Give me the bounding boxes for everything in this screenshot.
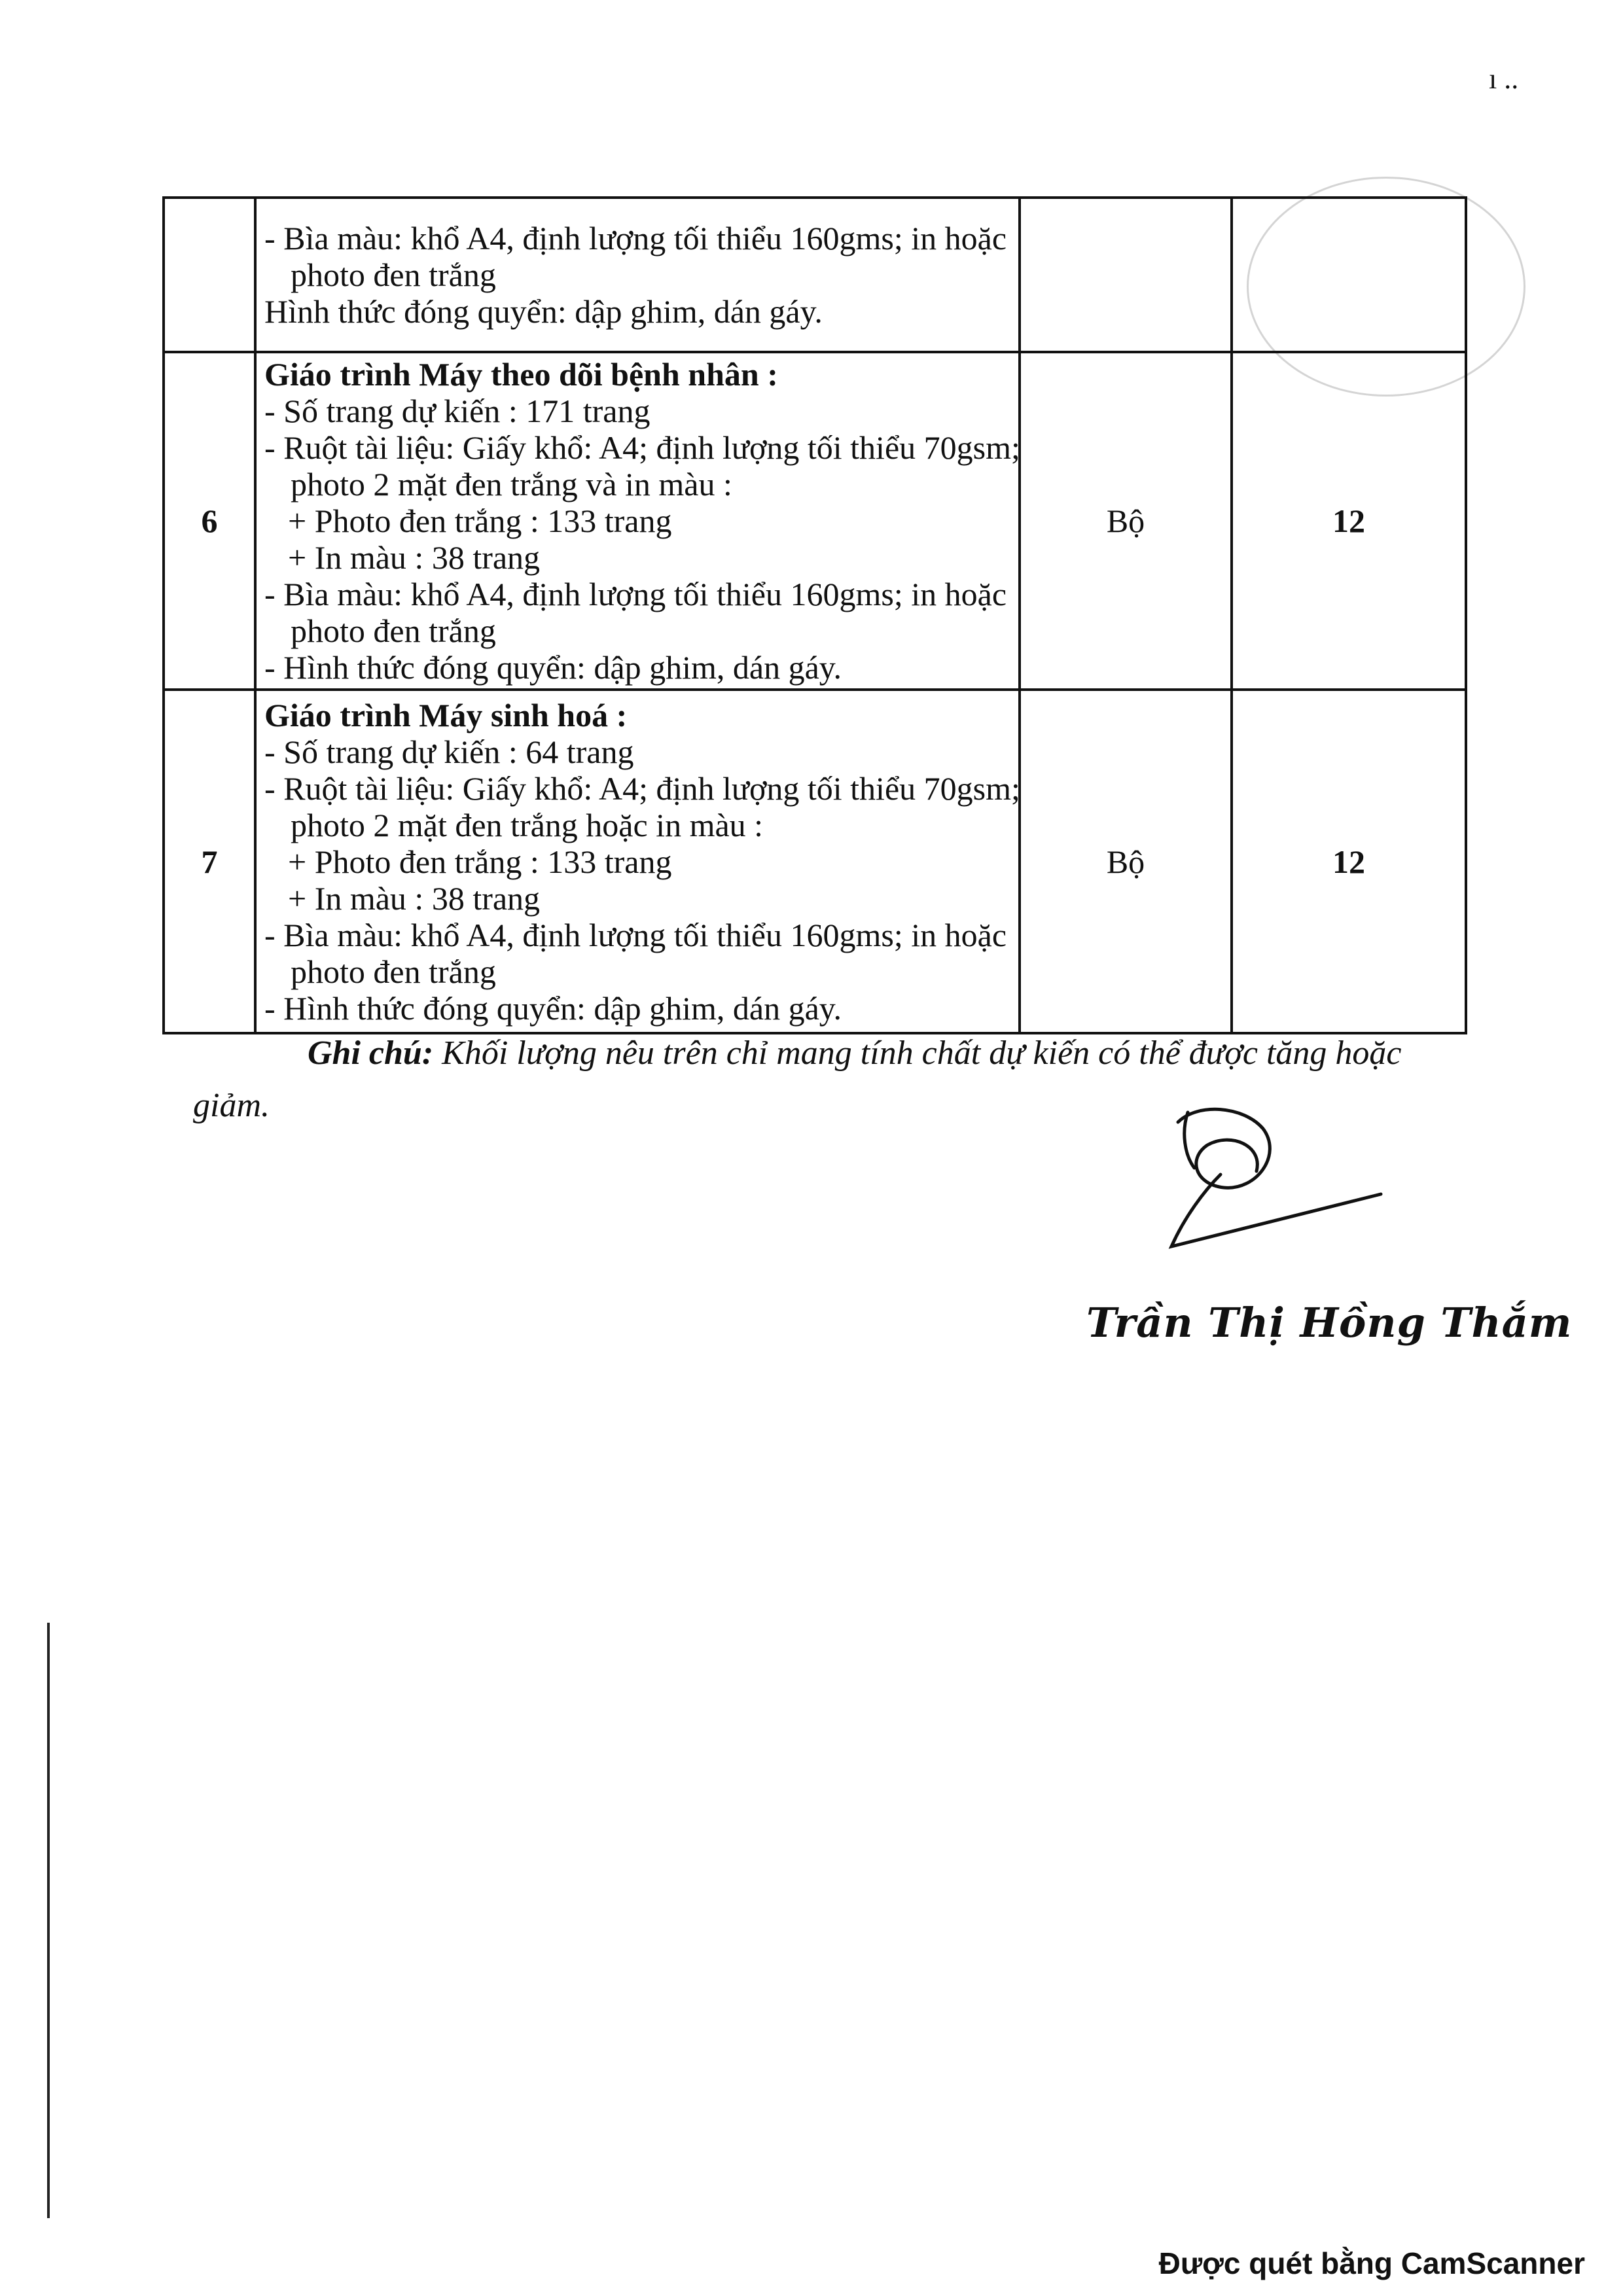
- description-line: - Bìa màu: khổ A4, định lượng tối thiểu 160gms; in hoặc: [264, 220, 1007, 256]
- description-line: photo đen trắng: [291, 612, 496, 649]
- description-line: photo đen trắng: [291, 256, 496, 293]
- table-row: [164, 690, 1466, 1033]
- table-row: [164, 352, 1466, 690]
- item-title: Giáo trình Máy theo dõi bệnh nhân :: [264, 356, 778, 393]
- row-number: 7: [164, 690, 255, 1033]
- row-unit: [1020, 198, 1232, 352]
- scan-edge-line: [47, 1623, 50, 2218]
- description-line: - Bìa màu: khổ A4, định lượng tối thiểu 160gms; in hoặc: [264, 916, 1007, 953]
- description-line: Hình thức đóng quyển: dập ghim, dán gáy.: [264, 293, 823, 330]
- row-description: [255, 352, 1020, 690]
- row-unit: Bộ: [1020, 352, 1232, 690]
- page-corner-mark: ı ..: [1489, 63, 1519, 95]
- handwritten-signature: [1158, 1106, 1394, 1276]
- scanner-footer: Được quét bằng CamScanner: [1158, 2246, 1585, 2280]
- description-line: - Ruột tài liệu: Giấy khổ: A4; định lượng tối thiểu 70gsm;: [264, 429, 1020, 466]
- description-line: + In màu : 38 trang: [288, 539, 541, 576]
- supply-table: [162, 196, 1467, 1034]
- row-description: [255, 198, 1020, 352]
- description-line: + Photo đen trắng : 133 trang: [288, 503, 672, 539]
- row-number: 6: [164, 352, 255, 690]
- signer-name: Trần Thị Hồng Thắm: [1086, 1299, 1573, 1347]
- description-line: photo 2 mặt đen trắng hoặc in màu :: [291, 806, 764, 843]
- note-continuation: giảm.: [193, 1087, 270, 1124]
- description-line: - Hình thức đóng quyển: dập ghim, dán gáy.: [264, 989, 842, 1027]
- description-line: - Số trang dự kiến : 64 trang: [264, 733, 634, 770]
- row-quantity: 12: [1232, 352, 1466, 690]
- row-description: [255, 690, 1020, 1033]
- note-label: Ghi chú:: [308, 1034, 434, 1072]
- row-number: [164, 198, 255, 352]
- item-title: Giáo trình Máy sinh hoá :: [264, 696, 628, 733]
- note-paragraph: [308, 1034, 1459, 1073]
- description-line: + Photo đen trắng : 133 trang: [288, 843, 672, 880]
- description-line: - Số trang dự kiến : 171 trang: [264, 393, 651, 429]
- table-row: [164, 198, 1466, 352]
- description-line: photo đen trắng: [291, 953, 496, 990]
- description-line: - Hình thức đóng quyển: dập ghim, dán gáy.: [264, 649, 842, 686]
- row-unit: Bộ: [1020, 690, 1232, 1033]
- description-line: - Ruột tài liệu: Giấy khổ: A4; định lượng tối thiểu 70gsm;: [264, 769, 1020, 807]
- description-line: + In màu : 38 trang: [288, 879, 541, 917]
- row-quantity: 12: [1232, 690, 1466, 1033]
- note-text: Khối lượng nêu trên chỉ mang tính chất dự kiến có thể được tăng hoặc: [442, 1034, 1402, 1072]
- description-line: photo 2 mặt đen trắng và in màu :: [291, 466, 732, 503]
- row-quantity: [1232, 198, 1466, 352]
- table-body: [164, 198, 1466, 1033]
- description-line: - Bìa màu: khổ A4, định lượng tối thiểu 160gms; in hoặc: [264, 576, 1007, 612]
